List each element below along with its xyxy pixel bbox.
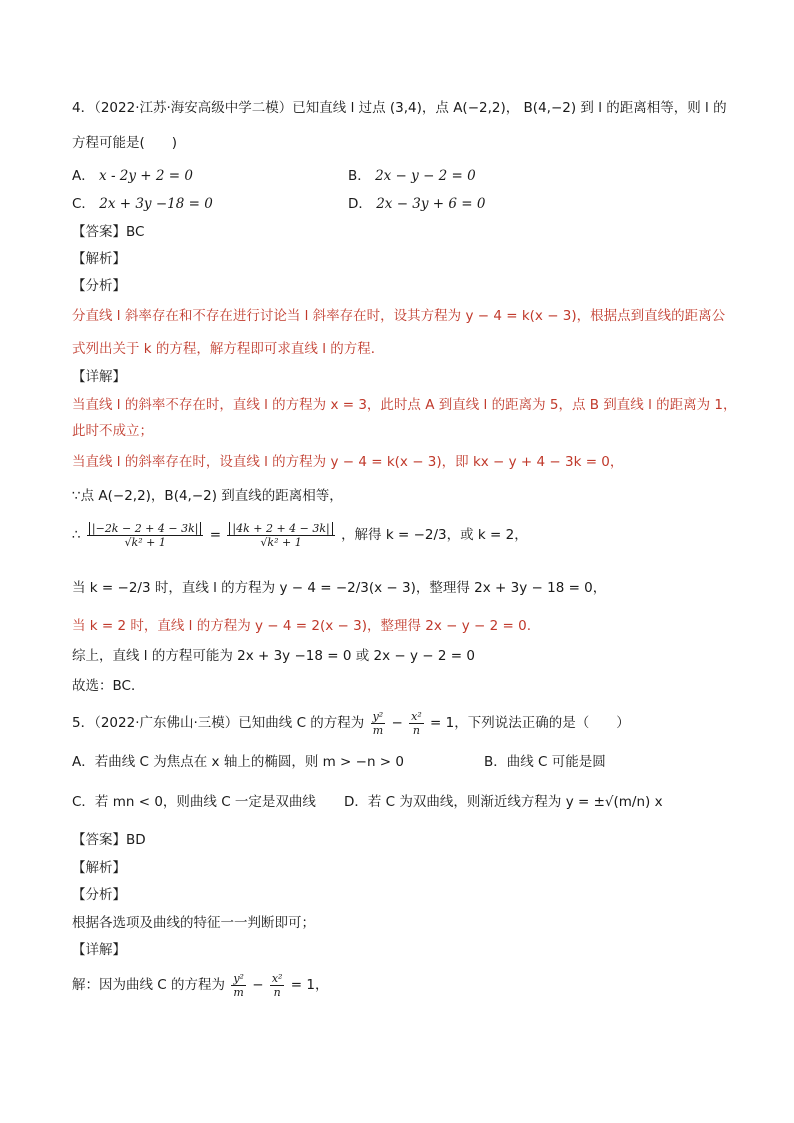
option-label: D．: [348, 196, 372, 212]
q4-analysis-line2: 式列出关于 k 的方程，解方程即可求直线 l 的方程．: [72, 341, 385, 357]
q4-detail-line6: 当 k = −2/3 时，直线 l 的方程为 y − 4 = −2/3(x − 3)，整理得 2x + 3y − 18 = 0，: [72, 580, 607, 596]
fraction-y2-over-m: [231, 972, 246, 999]
fraction-denominator: m: [372, 723, 384, 737]
solution-prefix: 解：因为曲线 C 的方程为: [72, 977, 226, 993]
fraction-numerator: |−2k − 2 + 4 − 3k|: [87, 522, 204, 536]
q4-xiangjie-heading: 【详解】: [72, 369, 126, 385]
option-expr: 2x − 3y + 6 = 0: [376, 196, 486, 212]
option-label: A．: [72, 168, 95, 184]
fraction-x2-over-n: [409, 710, 424, 737]
q4-detail-line2: 此时不成立；: [72, 423, 153, 439]
q5-option-a: A．若曲线 C 为焦点在 x 轴上的椭圆，则 m > −n > 0: [72, 754, 405, 770]
q4-detail-line4: ∵点 A(−2,2)，B(4,−2) 到直线的距离相等，: [72, 488, 343, 504]
q5-jiexi-heading: 【解析】: [72, 860, 126, 876]
q4-detail-line3: 当直线 l 的斜率存在时，设直线 l 的方程为 y − 4 = k(x − 3)，即 kx − y + 4 − 3k = 0，: [72, 454, 624, 470]
fraction-denominator: √k² + 1: [260, 535, 302, 549]
q5-xiangjie-heading: 【详解】: [72, 942, 126, 958]
q4-detail-line8: 综上，直线 l 的方程可能为 2x + 3y −18 = 0 或 2x − y − 2 = 0: [72, 648, 475, 664]
q5-option-d: D．若 C 为双曲线，则渐近线方程为 y = ±√(m/n) x: [344, 794, 663, 810]
q4-stem-line1: 4．（2022·江苏·海安高级中学二模）已知直线 l 过点 (3,4)，点 A(−2,2)， B(4,−2) 到 l 的距离相等，则 l 的: [72, 100, 727, 116]
q4-stem-line2: 方程可能是( ): [72, 135, 178, 151]
q4-answer: 【答案】BC: [72, 224, 145, 240]
q5-stem: [72, 706, 732, 740]
fraction-denominator: n: [273, 985, 281, 999]
q4-option-c: [72, 194, 213, 214]
q5-fenxi-heading: 【分析】: [72, 887, 126, 903]
therefore-symbol: ∴: [72, 527, 81, 543]
q4-detail-line5: [72, 518, 732, 552]
fraction-x2-over-n: [270, 972, 285, 999]
q4-detail-line7: 当 k = 2 时，直线 l 的方程为 y − 4 = 2(x − 3)，整理得 2x − y − 2 = 0.: [72, 618, 531, 634]
fraction-denominator: n: [412, 723, 420, 737]
distance-fraction-a: [87, 522, 204, 549]
q5-option-c: C．若 mn < 0，则曲线 C 一定是双曲线: [72, 794, 316, 810]
fraction-denominator: m: [233, 985, 244, 999]
q5-stem-suffix: = 1，下列说法正确的是（ ）: [430, 715, 630, 731]
option-label: B．: [348, 168, 371, 184]
option-label: C．: [72, 196, 95, 212]
minus-sign: −: [252, 977, 264, 993]
option-expr: 2x − y − 2 = 0: [375, 168, 476, 184]
fraction-denominator: √k² + 1: [124, 535, 166, 549]
fraction-y2-over-m: [371, 710, 386, 737]
q5-answer: 【答案】BD: [72, 832, 146, 848]
q4-detail-line9: 故选：BC．: [72, 678, 145, 694]
q4-analysis-line1: 分直线 l 斜率存在和不存在进行讨论当 l 斜率存在时，设其方程为 y − 4 = k(x − 3)，根据点到直线的距离公: [72, 308, 726, 324]
fraction-numerator: y²: [372, 709, 384, 723]
q4-detail-line1: 当直线 l 的斜率不存在时，直线 l 的方程为 x = 3，此时点 A 到直线 l 的距离为 5，点 B 到直线 l 的距离为 1，: [72, 397, 737, 413]
q5-option-b: B．曲线 C 可能是圆: [484, 754, 606, 770]
q4-jiexi-heading: 【解析】: [72, 251, 126, 267]
minus-sign: −: [391, 715, 403, 731]
q5-analysis: 根据各选项及曲线的特征一一判断即可；: [72, 915, 315, 931]
solution-text: ，解得 k = −2/3，或 k = 2，: [341, 527, 528, 543]
fraction-numerator: y²: [233, 971, 244, 985]
equals-sign: =: [209, 527, 222, 543]
q4-option-a: [72, 166, 193, 186]
q4-option-b: [348, 166, 476, 186]
option-expr: 2x + 3y −18 = 0: [99, 196, 213, 212]
distance-fraction-b: [227, 522, 334, 549]
fraction-numerator: |4k + 2 + 4 − 3k|: [227, 522, 334, 536]
option-expr: x - 2y + 2 = 0: [99, 168, 193, 184]
q5-solution-line1: [72, 968, 732, 1002]
fraction-numerator: x²: [271, 971, 283, 985]
solution-suffix: = 1，: [290, 977, 329, 993]
q4-fenxi-heading: 【分析】: [72, 278, 126, 294]
q5-stem-prefix: 5．（2022·广东佛山·三模）已知曲线 C 的方程为: [72, 715, 365, 731]
q4-option-d: [348, 194, 485, 214]
fraction-numerator: x²: [411, 709, 422, 723]
